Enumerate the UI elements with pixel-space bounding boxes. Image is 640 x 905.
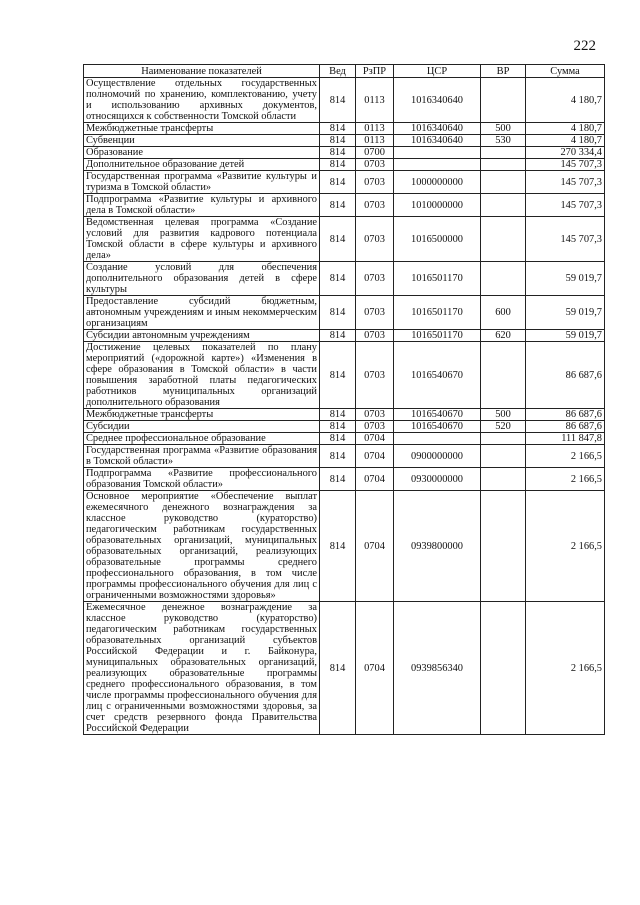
cell-rzpr: 0703 bbox=[356, 409, 394, 421]
cell-ved: 814 bbox=[320, 409, 356, 421]
cell-ved: 814 bbox=[320, 296, 356, 330]
cell-rzpr: 0703 bbox=[356, 159, 394, 171]
cell-vr: 520 bbox=[481, 421, 526, 433]
cell-vr: 500 bbox=[481, 123, 526, 135]
cell-csr bbox=[394, 147, 481, 159]
cell-name: Ежемесячное денежное вознаграждение за классное руководство (кураторство) педагогическим работникам государственных образовательных организаций субъектов Российской Федерации и г. Байконура, муниципальных образовательных организаций, реализующих образовательные программы среднего профессионального образования, в том числе программы профессионального обучения для лиц с ограниченными возможностями здоровья, за счет средств резервного фонда Правительства Российской Федерации bbox=[84, 602, 320, 735]
cell-ved: 814 bbox=[320, 445, 356, 468]
cell-vr bbox=[481, 468, 526, 491]
cell-ved: 814 bbox=[320, 491, 356, 602]
cell-ved: 814 bbox=[320, 135, 356, 147]
table-row bbox=[84, 330, 605, 342]
table-header-row bbox=[84, 65, 605, 78]
cell-vr: 530 bbox=[481, 135, 526, 147]
cell-sum: 86 687,6 bbox=[526, 342, 605, 409]
cell-csr bbox=[394, 433, 481, 445]
cell-name: Основное мероприятие «Обеспечение выплат ежемесячного денежного вознаграждения за классное руководство (кураторство) педагогическим работникам государственных образовательных организаций, муниципальных образовательных организаций, реализующих образовательные программы среднего профессионального образования, в том числе программы профессионального обучения для лиц с ограниченными возможностями здоровья» bbox=[84, 491, 320, 602]
cell-vr bbox=[481, 171, 526, 194]
cell-sum: 2 166,5 bbox=[526, 468, 605, 491]
cell-sum: 59 019,7 bbox=[526, 262, 605, 296]
table-row bbox=[84, 171, 605, 194]
cell-vr: 620 bbox=[481, 330, 526, 342]
cell-name: Образование bbox=[84, 147, 320, 159]
table-row bbox=[84, 421, 605, 433]
cell-vr bbox=[481, 491, 526, 602]
cell-csr: 1016501170 bbox=[394, 296, 481, 330]
cell-csr: 1000000000 bbox=[394, 171, 481, 194]
cell-sum: 145 707,3 bbox=[526, 217, 605, 262]
cell-ved: 814 bbox=[320, 602, 356, 735]
cell-csr: 1016500000 bbox=[394, 217, 481, 262]
header-rzpr: РзПР bbox=[356, 65, 394, 78]
cell-ved: 814 bbox=[320, 123, 356, 135]
cell-csr: 0939856340 bbox=[394, 602, 481, 735]
cell-csr: 0939800000 bbox=[394, 491, 481, 602]
table-row bbox=[84, 78, 605, 123]
cell-rzpr: 0704 bbox=[356, 602, 394, 735]
cell-csr: 1016340640 bbox=[394, 123, 481, 135]
cell-sum: 270 334,4 bbox=[526, 147, 605, 159]
cell-name: Государственная программа «Развитие образования в Томской области» bbox=[84, 445, 320, 468]
table-row bbox=[84, 342, 605, 409]
cell-sum: 4 180,7 bbox=[526, 123, 605, 135]
cell-csr: 1016540670 bbox=[394, 421, 481, 433]
cell-name: Государственная программа «Развитие культуры и туризма в Томской области» bbox=[84, 171, 320, 194]
cell-rzpr: 0704 bbox=[356, 491, 394, 602]
cell-name: Межбюджетные трансферты bbox=[84, 123, 320, 135]
cell-name: Межбюджетные трансферты bbox=[84, 409, 320, 421]
cell-rzpr: 0703 bbox=[356, 330, 394, 342]
cell-csr: 1016501170 bbox=[394, 330, 481, 342]
table-row bbox=[84, 409, 605, 421]
cell-ved: 814 bbox=[320, 217, 356, 262]
header-ved: Вед bbox=[320, 65, 356, 78]
cell-rzpr: 0113 bbox=[356, 135, 394, 147]
cell-rzpr: 0703 bbox=[356, 262, 394, 296]
cell-sum: 2 166,5 bbox=[526, 445, 605, 468]
cell-vr bbox=[481, 194, 526, 217]
page-number: 222 bbox=[573, 38, 596, 54]
cell-name: Создание условий для обеспечения дополнительного образования детей в сфере культуры bbox=[84, 262, 320, 296]
table-body bbox=[84, 78, 605, 735]
cell-vr bbox=[481, 602, 526, 735]
table-row bbox=[84, 445, 605, 468]
table-row bbox=[84, 159, 605, 171]
cell-name: Предоставление субсидий бюджетным, автономным учреждениям и иным некоммерческим организациям bbox=[84, 296, 320, 330]
cell-rzpr: 0113 bbox=[356, 78, 394, 123]
cell-name: Субвенции bbox=[84, 135, 320, 147]
table-row bbox=[84, 296, 605, 330]
table-row bbox=[84, 491, 605, 602]
cell-vr bbox=[481, 217, 526, 262]
cell-name: Достижение целевых показателей по плану мероприятий («дорожной карте») «Изменения в сфере образования в Томской области» в части повышения заработной платы педагогических работников муниципальных организаций дополнительного образования bbox=[84, 342, 320, 409]
cell-sum: 59 019,7 bbox=[526, 296, 605, 330]
cell-csr: 0900000000 bbox=[394, 445, 481, 468]
table-row bbox=[84, 217, 605, 262]
cell-sum: 86 687,6 bbox=[526, 409, 605, 421]
header-csr: ЦСР bbox=[394, 65, 481, 78]
cell-csr: 1016340640 bbox=[394, 135, 481, 147]
cell-rzpr: 0703 bbox=[356, 194, 394, 217]
cell-sum: 4 180,7 bbox=[526, 135, 605, 147]
cell-ved: 814 bbox=[320, 159, 356, 171]
table-row bbox=[84, 147, 605, 159]
cell-name: Дополнительное образование детей bbox=[84, 159, 320, 171]
cell-rzpr: 0703 bbox=[356, 421, 394, 433]
cell-csr: 1016540670 bbox=[394, 409, 481, 421]
cell-name: Ведомственная целевая программа «Создание условий для развития кадрового потенциала Томской области в сфере культуры и архивного дела» bbox=[84, 217, 320, 262]
table-row bbox=[84, 135, 605, 147]
cell-sum: 145 707,3 bbox=[526, 194, 605, 217]
cell-vr bbox=[481, 262, 526, 296]
cell-sum: 145 707,3 bbox=[526, 159, 605, 171]
cell-vr bbox=[481, 78, 526, 123]
table-row bbox=[84, 468, 605, 491]
cell-rzpr: 0704 bbox=[356, 468, 394, 491]
cell-name: Подпрограмма «Развитие культуры и архивного дела в Томской области» bbox=[84, 194, 320, 217]
cell-vr bbox=[481, 433, 526, 445]
cell-sum: 145 707,3 bbox=[526, 171, 605, 194]
cell-vr: 500 bbox=[481, 409, 526, 421]
cell-ved: 814 bbox=[320, 433, 356, 445]
cell-csr: 1010000000 bbox=[394, 194, 481, 217]
cell-csr: 1016540670 bbox=[394, 342, 481, 409]
cell-vr: 600 bbox=[481, 296, 526, 330]
cell-ved: 814 bbox=[320, 78, 356, 123]
header-sum: Сумма bbox=[526, 65, 605, 78]
cell-ved: 814 bbox=[320, 147, 356, 159]
cell-name: Субсидии автономным учреждениям bbox=[84, 330, 320, 342]
cell-ved: 814 bbox=[320, 330, 356, 342]
cell-rzpr: 0703 bbox=[356, 217, 394, 262]
cell-vr bbox=[481, 342, 526, 409]
cell-sum: 2 166,5 bbox=[526, 491, 605, 602]
cell-csr: 0930000000 bbox=[394, 468, 481, 491]
cell-rzpr: 0700 bbox=[356, 147, 394, 159]
cell-csr: 1016501170 bbox=[394, 262, 481, 296]
cell-name: Подпрограмма «Развитие профессионального образования Томской области» bbox=[84, 468, 320, 491]
cell-vr bbox=[481, 147, 526, 159]
cell-sum: 2 166,5 bbox=[526, 602, 605, 735]
cell-name: Осуществление отдельных государственных полномочий по хранению, комплектованию, учету и использованию архивных документов, относящихся к собственности Томской области bbox=[84, 78, 320, 123]
cell-name: Субсидии bbox=[84, 421, 320, 433]
cell-ved: 814 bbox=[320, 342, 356, 409]
cell-ved: 814 bbox=[320, 468, 356, 491]
cell-sum: 86 687,6 bbox=[526, 421, 605, 433]
table-row bbox=[84, 194, 605, 217]
table-row bbox=[84, 262, 605, 296]
table-row bbox=[84, 433, 605, 445]
cell-csr bbox=[394, 159, 481, 171]
cell-ved: 814 bbox=[320, 421, 356, 433]
header-name: Наименование показателей bbox=[84, 65, 320, 78]
cell-rzpr: 0703 bbox=[356, 171, 394, 194]
cell-sum: 111 847,8 bbox=[526, 433, 605, 445]
table-row bbox=[84, 602, 605, 735]
cell-vr bbox=[481, 445, 526, 468]
cell-ved: 814 bbox=[320, 171, 356, 194]
cell-rzpr: 0113 bbox=[356, 123, 394, 135]
cell-name: Среднее профессиональное образование bbox=[84, 433, 320, 445]
table-row bbox=[84, 123, 605, 135]
cell-rzpr: 0703 bbox=[356, 296, 394, 330]
cell-ved: 814 bbox=[320, 194, 356, 217]
budget-table bbox=[83, 64, 605, 735]
cell-vr bbox=[481, 159, 526, 171]
header-vr: ВР bbox=[481, 65, 526, 78]
cell-ved: 814 bbox=[320, 262, 356, 296]
cell-sum: 4 180,7 bbox=[526, 78, 605, 123]
cell-rzpr: 0704 bbox=[356, 433, 394, 445]
cell-rzpr: 0704 bbox=[356, 445, 394, 468]
cell-csr: 1016340640 bbox=[394, 78, 481, 123]
cell-sum: 59 019,7 bbox=[526, 330, 605, 342]
cell-rzpr: 0703 bbox=[356, 342, 394, 409]
